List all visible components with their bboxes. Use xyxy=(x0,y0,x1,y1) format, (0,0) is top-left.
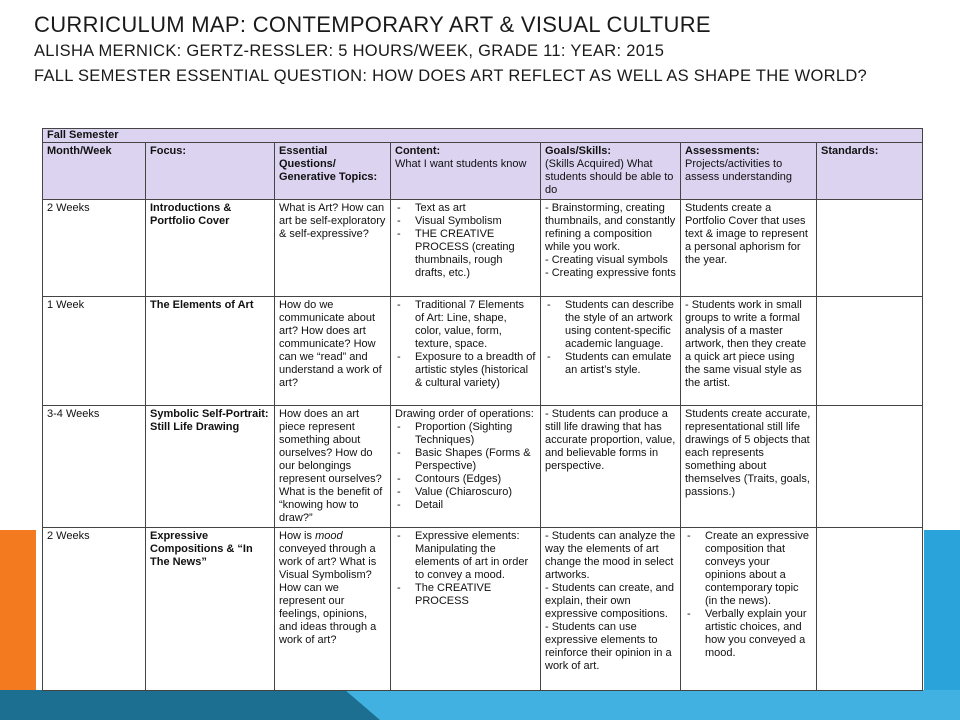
goal-item: - Students can describe the style of an artwork using content-specific academic language. xyxy=(545,299,676,351)
slide-subtitle: ALISHA MERNICK: GERTZ-RESSLER: 5 HOURS/WEEK, GRADE 11: YEAR: 2015 xyxy=(34,42,665,60)
cell-focus: The Elements of Art xyxy=(146,297,275,406)
semester-row xyxy=(43,129,923,143)
header-month: Month/Week xyxy=(43,143,146,200)
content-item: - Exposure to a breadth of artistic styles (historical & cultural variety) xyxy=(395,351,536,390)
cell-standards xyxy=(817,200,923,297)
essential-question: FALL SEMESTER ESSENTIAL QUESTION: HOW DOES ART REFLECT AS WELL AS SHAPE THE WORLD? xyxy=(34,67,868,85)
cell-month: 2 Weeks xyxy=(43,528,146,691)
content-item: - THE CREATIVE PROCESS (creating thumbnails, rough drafts, etc.) xyxy=(395,228,536,280)
question-text: How is xyxy=(279,530,316,542)
semester-label: Fall Semester xyxy=(43,129,923,143)
header-focus: Focus: xyxy=(146,143,275,200)
content-item: - Basic Shapes (Forms & Perspective) xyxy=(395,447,536,473)
cell-goals xyxy=(541,406,681,528)
cell-assessments: Students create a Portfolio Cover that uses text & image to represent a personal aphorism for the year. xyxy=(681,200,817,297)
goal-item: - Students can produce a still life drawing that has accurate proportion, value, and believable forms in perspective. xyxy=(545,408,676,472)
header-goals-title: Goals/Skills: xyxy=(545,145,612,157)
cell-assessments xyxy=(681,528,817,691)
header-standards: Standards: xyxy=(817,143,923,200)
goal-item: - Students can create, and explain, their own expressive compositions. xyxy=(545,582,675,620)
header-assessments-sub: Projects/activities to assess understanding xyxy=(685,158,793,183)
goal-item: - Students can analyze the way the elements of art change the mood in select artworks. xyxy=(545,530,676,581)
content-item: - Detail xyxy=(395,499,536,512)
cell-focus: Introductions & Portfolio Cover xyxy=(146,200,275,297)
goal-item: - Creating expressive fonts xyxy=(545,267,676,279)
content-item: - Visual Symbolism xyxy=(395,215,536,228)
table-row xyxy=(43,297,923,406)
header-goals-sub: (Skills Acquired) What students should be able to do xyxy=(545,158,674,196)
cell-content xyxy=(391,528,541,691)
header-row xyxy=(43,143,923,200)
cell-month: 1 Week xyxy=(43,297,146,406)
slide-title-block xyxy=(34,12,934,88)
cell-questions: How do we communicate about art? How does art communicate? How can we “read” and understand a work of art? xyxy=(275,297,391,406)
goal-item: - Creating visual symbols xyxy=(545,254,668,266)
cell-goals xyxy=(541,297,681,406)
cell-month: 2 Weeks xyxy=(43,200,146,297)
cell-standards xyxy=(817,528,923,691)
goal-item: - Students can use expressive elements to reinforce their opinion in a work of art. xyxy=(545,621,672,672)
question-emphasis: mood xyxy=(315,530,343,542)
cell-questions xyxy=(275,528,391,691)
header-goals xyxy=(541,143,681,200)
header-content-title: Content: xyxy=(395,145,441,157)
table-row xyxy=(43,406,923,528)
cell-standards xyxy=(817,406,923,528)
curriculum-document xyxy=(42,128,922,690)
assessment-item: - Verbally explain your artistic choices, and how you conveyed a mood. xyxy=(685,608,812,660)
header-content xyxy=(391,143,541,200)
cell-content xyxy=(391,200,541,297)
cell-questions: How does an art piece represent something about ourselves? How do our belongings represent ourselves? What is the benefit of “knowing how to draw?” xyxy=(275,406,391,528)
cell-focus: Symbolic Self-Portrait: Still Life Drawing xyxy=(146,406,275,528)
cell-content xyxy=(391,406,541,528)
slide-title: CURRICULUM MAP: CONTEMPORARY ART & VISUAL CULTURE xyxy=(34,12,711,37)
curriculum-table xyxy=(42,128,923,691)
header-essential-questions: Essential Questions/ Generative Topics: xyxy=(275,143,391,200)
cell-month: 3-4 Weeks xyxy=(43,406,146,528)
content-lead: Drawing order of operations: xyxy=(395,408,534,420)
table-row xyxy=(43,528,923,691)
header-assessments xyxy=(681,143,817,200)
header-assessments-title: Assessments: xyxy=(685,145,760,157)
goal-item: - Students can emulate an artist’s style. xyxy=(545,351,676,377)
table-row xyxy=(43,200,923,297)
assessment-item: - Create an expressive composition that conveys your opinions about a contemporary topic (in the news). xyxy=(685,530,812,608)
goal-item: - Brainstorming, creating thumbnails, and constantly refining a composition while you work. xyxy=(545,202,676,253)
question-text: conveyed through a work of art? What is Visual Symbolism? How can we represent our feelings, opinions, and ideas through a work of art? xyxy=(279,543,377,646)
cell-focus: Expressive Compositions & “In The News” xyxy=(146,528,275,691)
cell-assessments: Students create accurate, representational still life drawings of 5 objects that each represents something about themselves (Traits, goals, passions.) xyxy=(681,406,817,528)
content-item: - Text as art xyxy=(395,202,536,215)
cell-standards xyxy=(817,297,923,406)
cell-content xyxy=(391,297,541,406)
cell-assessments: - Students work in small groups to write a formal analysis of a master artwork, then they create a quick art piece using the same visual style as the artist. xyxy=(681,297,817,406)
content-item: - Contours (Edges) xyxy=(395,473,536,486)
content-item: - Proportion (Sighting Techniques) xyxy=(395,421,536,447)
bottom-teal-band xyxy=(0,690,380,720)
content-item: - Traditional 7 Elements of Art: Line, shape, color, value, form, texture, space. xyxy=(395,299,536,351)
cell-goals xyxy=(541,528,681,691)
cell-goals xyxy=(541,200,681,297)
content-item: - The CREATIVE PROCESS xyxy=(395,582,536,608)
content-item: - Expressive elements: Manipulating the elements of art in order to convey a mood. xyxy=(395,530,536,582)
header-content-sub: What I want students know xyxy=(395,158,527,170)
content-item: - Value (Chiaroscuro) xyxy=(395,486,536,499)
cell-questions: What is Art? How can art be self-exploratory & self-expressive? xyxy=(275,200,391,297)
